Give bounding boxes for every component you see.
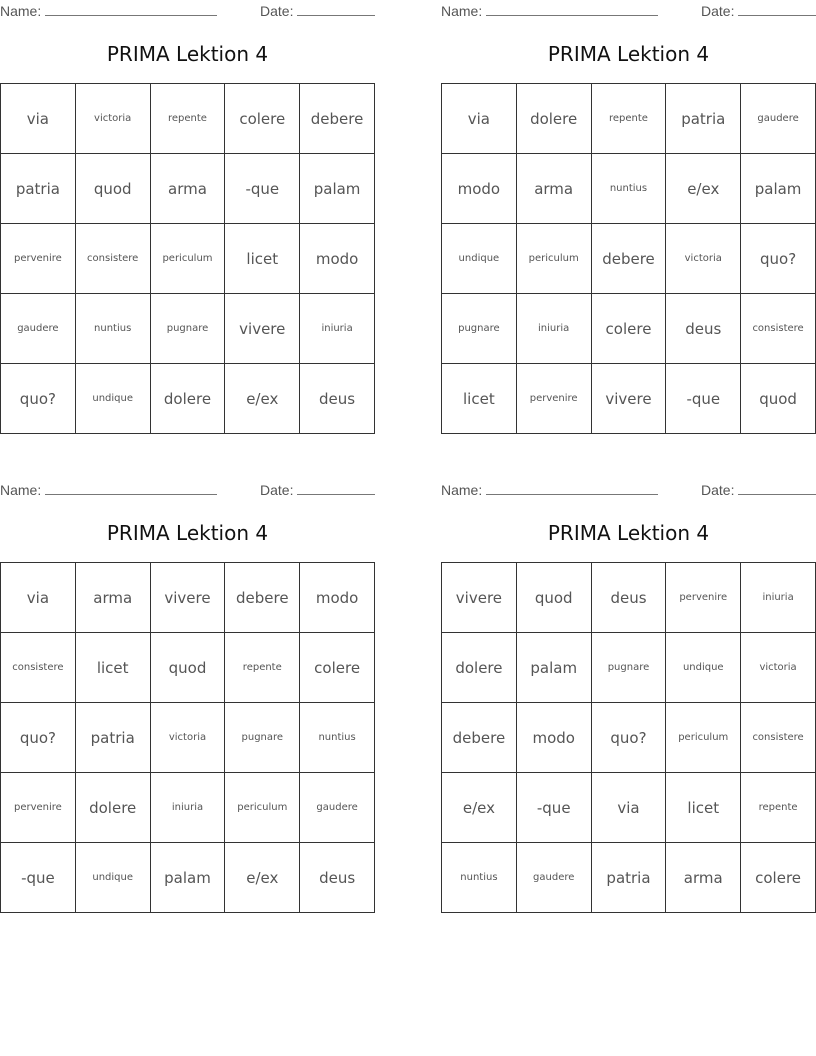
grid-cell: deus xyxy=(300,843,375,913)
grid-cell: via xyxy=(591,773,666,843)
grid-cell: via xyxy=(1,84,76,154)
grid-cell: patria xyxy=(591,843,666,913)
grid-cell: modo xyxy=(300,563,375,633)
grid-row xyxy=(1,773,375,843)
grid-cell: iniuria xyxy=(741,563,816,633)
grid-cell: patria xyxy=(666,84,741,154)
grid-cell: iniuria xyxy=(516,294,591,364)
grid-row xyxy=(1,224,375,294)
grid-cell: deus xyxy=(666,294,741,364)
grid-cell: e/ex xyxy=(225,843,300,913)
bingo-grid xyxy=(0,562,375,913)
bingo-grid xyxy=(441,83,816,434)
grid-cell: victoria xyxy=(75,84,150,154)
grid-cell: arma xyxy=(150,154,225,224)
grid-cell: vivere xyxy=(150,563,225,633)
grid-cell: quo? xyxy=(591,703,666,773)
grid-cell: undique xyxy=(75,843,150,913)
grid-cell: debere xyxy=(225,563,300,633)
grid-cell: quo? xyxy=(1,364,76,434)
grid-cell: pervenire xyxy=(1,773,76,843)
grid-cell: patria xyxy=(1,154,76,224)
card-header xyxy=(441,482,816,498)
grid-cell: iniuria xyxy=(300,294,375,364)
grid-cell: pervenire xyxy=(516,364,591,434)
grid-row xyxy=(442,563,816,633)
grid-row xyxy=(1,154,375,224)
grid-row xyxy=(442,154,816,224)
grid-cell: quo? xyxy=(741,224,816,294)
grid-cell: debere xyxy=(591,224,666,294)
grid-cell: consistere xyxy=(741,703,816,773)
grid-cell: via xyxy=(442,84,517,154)
grid-cell: palam xyxy=(300,154,375,224)
name-field[interactable]: Name: xyxy=(441,3,658,19)
grid-cell: licet xyxy=(442,364,517,434)
card-title: PRIMA Lektion 4 xyxy=(547,521,710,545)
grid-cell: repente xyxy=(741,773,816,843)
card-header xyxy=(441,3,816,19)
grid-cell: periculum xyxy=(225,773,300,843)
bingo-grid xyxy=(0,83,375,434)
grid-cell: victoria xyxy=(741,633,816,703)
name-field[interactable]: Name: xyxy=(441,482,658,498)
grid-cell: repente xyxy=(225,633,300,703)
grid-cell: palam xyxy=(150,843,225,913)
grid-cell: dolere xyxy=(150,364,225,434)
grid-cell: undique xyxy=(442,224,517,294)
grid-cell: dolere xyxy=(516,84,591,154)
grid-cell: arma xyxy=(516,154,591,224)
grid-cell: patria xyxy=(75,703,150,773)
grid-row xyxy=(442,703,816,773)
grid-cell: gaudere xyxy=(300,773,375,843)
grid-cell: nuntius xyxy=(75,294,150,364)
grid-cell: deus xyxy=(300,364,375,434)
card-title: PRIMA Lektion 4 xyxy=(547,42,710,66)
grid-cell: victoria xyxy=(150,703,225,773)
grid-row xyxy=(442,843,816,913)
grid-cell: repente xyxy=(591,84,666,154)
grid-cell: e/ex xyxy=(442,773,517,843)
grid-cell: colere xyxy=(225,84,300,154)
grid-cell: iniuria xyxy=(150,773,225,843)
grid-cell: colere xyxy=(591,294,666,364)
grid-cell: licet xyxy=(666,773,741,843)
grid-cell: gaudere xyxy=(516,843,591,913)
grid-cell: vivere xyxy=(591,364,666,434)
grid-cell: quod xyxy=(150,633,225,703)
grid-cell: debere xyxy=(442,703,517,773)
grid-cell: modo xyxy=(300,224,375,294)
card-title: PRIMA Lektion 4 xyxy=(106,42,269,66)
grid-cell: pugnare xyxy=(150,294,225,364)
grid-cell: vivere xyxy=(225,294,300,364)
grid-cell: nuntius xyxy=(300,703,375,773)
grid-cell: -que xyxy=(1,843,76,913)
grid-row xyxy=(442,773,816,843)
grid-row xyxy=(442,224,816,294)
grid-row xyxy=(1,703,375,773)
bingo-grid xyxy=(441,562,816,913)
grid-cell: nuntius xyxy=(442,843,517,913)
grid-row xyxy=(442,84,816,154)
grid-cell: quod xyxy=(75,154,150,224)
grid-cell: e/ex xyxy=(225,364,300,434)
grid-cell: modo xyxy=(516,703,591,773)
grid-cell: victoria xyxy=(666,224,741,294)
grid-cell: colere xyxy=(741,843,816,913)
grid-row xyxy=(1,84,375,154)
grid-row xyxy=(1,294,375,364)
name-field[interactable]: Name: xyxy=(0,482,217,498)
date-field[interactable]: Date: xyxy=(701,482,816,498)
grid-cell: undique xyxy=(666,633,741,703)
date-field[interactable]: Date: xyxy=(701,3,816,19)
grid-cell: pervenire xyxy=(666,563,741,633)
grid-cell: periculum xyxy=(666,703,741,773)
grid-cell: vivere xyxy=(442,563,517,633)
grid-cell: quod xyxy=(741,364,816,434)
grid-cell: colere xyxy=(300,633,375,703)
grid-cell: pugnare xyxy=(442,294,517,364)
grid-cell: debere xyxy=(300,84,375,154)
grid-cell: arma xyxy=(666,843,741,913)
card-title: PRIMA Lektion 4 xyxy=(106,521,269,545)
grid-row xyxy=(1,843,375,913)
grid-row xyxy=(1,633,375,703)
grid-cell: -que xyxy=(666,364,741,434)
grid-cell: via xyxy=(1,563,76,633)
grid-cell: periculum xyxy=(516,224,591,294)
card-header xyxy=(0,482,375,498)
grid-row xyxy=(442,364,816,434)
grid-cell: pugnare xyxy=(225,703,300,773)
grid-row xyxy=(1,364,375,434)
grid-cell: gaudere xyxy=(1,294,76,364)
date-field[interactable]: Date: xyxy=(260,482,375,498)
grid-cell: consistere xyxy=(741,294,816,364)
name-field[interactable]: Name: xyxy=(0,3,217,19)
grid-cell: palam xyxy=(741,154,816,224)
grid-cell: -que xyxy=(516,773,591,843)
grid-cell: repente xyxy=(150,84,225,154)
grid-cell: licet xyxy=(225,224,300,294)
grid-cell: pugnare xyxy=(591,633,666,703)
grid-cell: nuntius xyxy=(591,154,666,224)
grid-cell: dolere xyxy=(75,773,150,843)
grid-cell: deus xyxy=(591,563,666,633)
grid-cell: licet xyxy=(75,633,150,703)
grid-cell: quo? xyxy=(1,703,76,773)
grid-cell: -que xyxy=(225,154,300,224)
grid-cell: e/ex xyxy=(666,154,741,224)
grid-row xyxy=(442,633,816,703)
grid-row xyxy=(1,563,375,633)
grid-cell: consistere xyxy=(75,224,150,294)
grid-cell: modo xyxy=(442,154,517,224)
grid-cell: dolere xyxy=(442,633,517,703)
grid-cell: periculum xyxy=(150,224,225,294)
grid-cell: consistere xyxy=(1,633,76,703)
date-field[interactable]: Date: xyxy=(260,3,375,19)
grid-cell: arma xyxy=(75,563,150,633)
grid-cell: pervenire xyxy=(1,224,76,294)
grid-cell: undique xyxy=(75,364,150,434)
grid-cell: palam xyxy=(516,633,591,703)
grid-cell: gaudere xyxy=(741,84,816,154)
grid-cell: quod xyxy=(516,563,591,633)
grid-row xyxy=(442,294,816,364)
card-header xyxy=(0,3,375,19)
